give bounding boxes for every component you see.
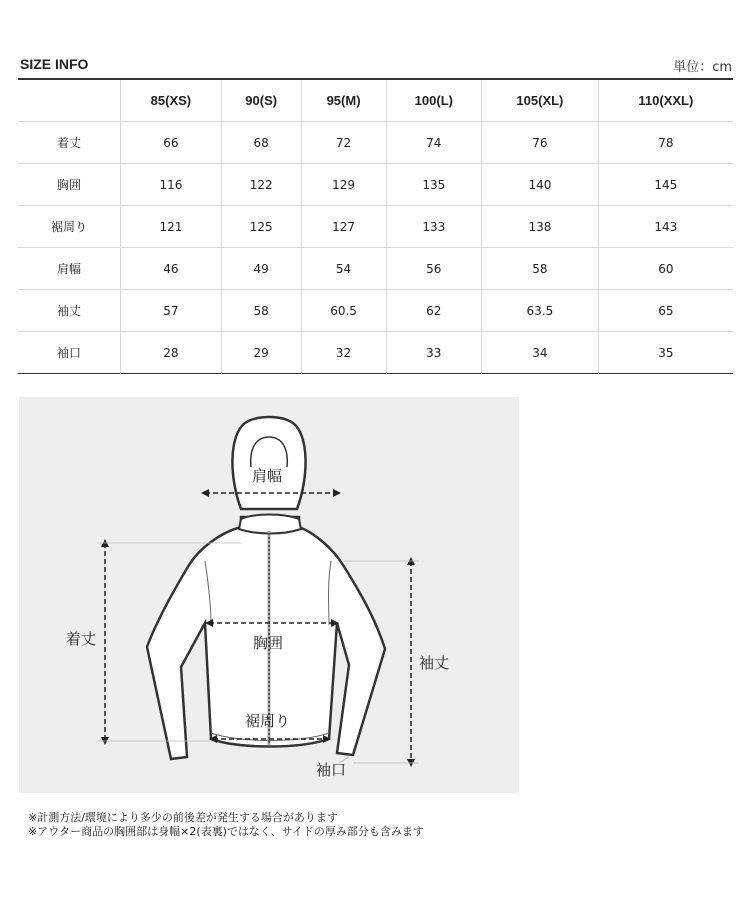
table-cell: 54 — [301, 248, 386, 290]
table-row — [18, 248, 733, 290]
table-cell: 138 — [482, 206, 599, 248]
col-header: 85(XS) — [121, 79, 222, 122]
table-cell: 116 — [121, 164, 222, 206]
table-cell: 133 — [386, 206, 482, 248]
size-table-header — [18, 79, 733, 122]
table-cell: 140 — [482, 164, 599, 206]
size-table — [18, 78, 733, 374]
table-cell: 60.5 — [301, 290, 386, 332]
table-cell: 143 — [598, 206, 733, 248]
table-cell: 78 — [598, 122, 733, 164]
table-cell: 76 — [482, 122, 599, 164]
table-cell: 135 — [386, 164, 482, 206]
table-cell: 122 — [221, 164, 301, 206]
col-header: 100(L) — [386, 79, 482, 122]
row-label: 袖口 — [56, 346, 81, 360]
length-label: 着丈 — [66, 630, 97, 648]
table-cell: 129 — [301, 164, 386, 206]
table-cell: 32 — [301, 332, 386, 374]
table-cell: 62 — [386, 290, 482, 332]
col-header: 105(XL) — [482, 79, 599, 122]
table-cell: 56 — [386, 248, 482, 290]
table-cell: 121 — [121, 206, 222, 248]
hem-label: 裾周り — [245, 712, 291, 730]
table-cell: 63.5 — [482, 290, 599, 332]
table-cell: 65 — [598, 290, 733, 332]
table-cell: 127 — [301, 206, 386, 248]
table-cell: 28 — [121, 332, 222, 374]
col-header: 110(XXL) — [598, 79, 733, 122]
col-header: 90(S) — [221, 79, 301, 122]
collar — [239, 515, 301, 534]
row-label: 肩幅 — [18, 248, 121, 290]
corner-cell — [18, 79, 121, 122]
table-row — [18, 206, 733, 248]
notes — [28, 811, 424, 839]
table-cell: 57 — [121, 290, 222, 332]
table-cell: 34 — [482, 332, 599, 374]
row-label: 胸囲 — [18, 164, 121, 206]
table-cell: 46 — [121, 248, 222, 290]
table-cell: 145 — [598, 164, 733, 206]
note-line: ※アウター商品の胸囲部は身幅×2(表裏)ではなく、サイドの厚み部分も含みます — [28, 825, 424, 838]
table-cell: 66 — [121, 122, 222, 164]
jacket-illustration — [19, 397, 519, 793]
table-cell: 29 — [221, 332, 301, 374]
table-cell: 58 — [482, 248, 599, 290]
table-cell: 35 — [598, 332, 733, 374]
row-label: 裾周り — [18, 206, 121, 248]
chest-label: 胸囲 — [253, 634, 284, 652]
table-row — [18, 290, 733, 332]
unit-label: 単位：cm — [673, 60, 732, 75]
table-cell: 74 — [386, 122, 482, 164]
shoulder-label: 肩幅 — [252, 467, 283, 485]
measurement-diagram — [19, 397, 519, 793]
table-row — [18, 122, 733, 164]
table-cell: 58 — [221, 290, 301, 332]
table-cell: 60 — [598, 248, 733, 290]
row-label: 着丈 — [18, 122, 121, 164]
size-info-title: SIZE INFO — [20, 56, 89, 72]
row-label: 袖丈 — [18, 290, 121, 332]
table-cell: 33 — [386, 332, 482, 374]
table-cell: 49 — [221, 248, 301, 290]
table-cell: 125 — [221, 206, 301, 248]
col-header: 95(M) — [301, 79, 386, 122]
note-line: ※計測方法/環境により多少の前後差が発生する場合があります — [28, 811, 338, 824]
hood-outline — [232, 417, 305, 509]
table-cell: 68 — [221, 122, 301, 164]
table-row — [18, 332, 733, 374]
sleeve-length-label: 袖丈 — [419, 654, 450, 672]
cuff-label: 袖口 — [316, 761, 347, 779]
table-cell: 72 — [301, 122, 386, 164]
table-row — [18, 164, 733, 206]
